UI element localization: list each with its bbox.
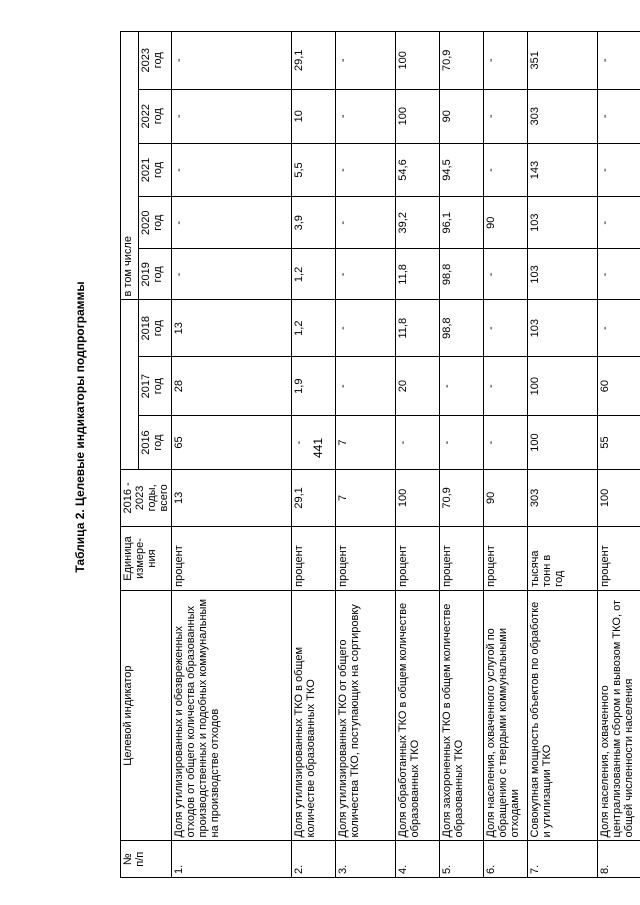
year-value-cell: 28 (172, 356, 292, 416)
year-value-cell: - (598, 249, 640, 300)
header-total: 2016 - 2023 годы, всего (121, 469, 172, 526)
header-year: 2022 год (139, 89, 172, 143)
year-value-cell: - (172, 249, 292, 300)
year-value-cell: 65 (172, 416, 292, 469)
year-value-cell: 29,1 (292, 32, 336, 90)
unit-cell: процент (598, 527, 640, 591)
year-value-cell: 351 (528, 32, 598, 90)
year-value-cell: 90 (484, 197, 528, 249)
year-value-cell: - (598, 197, 640, 249)
year-value-cell: 90 (440, 89, 484, 143)
total-cell: 13 (172, 469, 292, 526)
total-cell: 29,1 (292, 469, 336, 526)
year-value-cell: - (484, 356, 528, 416)
indicator-name-cell: Доля захороненных ТКО в общем количестве образованных ТКО (440, 590, 484, 841)
year-value-cell: - (172, 89, 292, 143)
year-value-cell: - (336, 32, 396, 90)
header-year: 2018 год (139, 300, 172, 356)
year-value-cell: 13 (172, 300, 292, 356)
table-row (396, 32, 440, 878)
header-year: 2016 год (139, 416, 172, 469)
year-value-cell: - (440, 356, 484, 416)
year-value-cell: 98,8 (440, 249, 484, 300)
table-title: Таблица 2. Целевые индикаторы подпрограммы (73, 281, 87, 573)
unit-cell: тысяча тонн в год (528, 527, 598, 591)
header-year: 2017 год (139, 356, 172, 416)
year-value-cell: - (172, 32, 292, 90)
rotated-table-container (120, 0, 635, 878)
unit-cell: процент (336, 527, 396, 591)
year-value-cell: - (598, 32, 640, 90)
total-cell: 100 (396, 469, 440, 526)
row-number-cell: 7. (528, 841, 598, 878)
row-number-cell: 1. (172, 841, 292, 878)
year-value-cell: - (396, 416, 440, 469)
year-value-cell: 94,5 (440, 143, 484, 196)
year-value-cell: 100 (396, 32, 440, 90)
year-value-cell: - (172, 143, 292, 196)
year-value-cell: 103 (528, 197, 598, 249)
year-value-cell: 1,2 (292, 249, 336, 300)
header-year: 2023 год (139, 32, 172, 90)
year-value-cell: - (484, 249, 528, 300)
year-value-cell: 1,2 (292, 300, 336, 356)
year-value-cell: - (598, 143, 640, 196)
row-number-cell: 5. (440, 841, 484, 878)
indicator-name-cell: Доля утилизированных и обезвреженных отходов от общего количества образованных производственных и подобных коммунальным на производстве отходов (172, 590, 292, 841)
table-row (172, 32, 292, 878)
year-value-cell: 100 (396, 89, 440, 143)
table-row (484, 32, 528, 878)
year-value-cell: - (484, 300, 528, 356)
header-year: 2019 год (139, 249, 172, 300)
year-value-cell: 103 (528, 249, 598, 300)
total-cell: 100 (598, 469, 640, 526)
unit-cell: процент (396, 527, 440, 591)
year-value-cell: 54,6 (396, 143, 440, 196)
indicator-name-cell: Доля обработанных ТКО в общем количестве образованных ТКО (396, 590, 440, 841)
year-value-cell: 70,9 (440, 32, 484, 90)
year-value-cell: - (336, 356, 396, 416)
header-row (121, 32, 139, 878)
total-cell: 90 (484, 469, 528, 526)
year-value-cell: - (440, 416, 484, 469)
unit-cell: процент (292, 527, 336, 591)
unit-cell: процент (440, 527, 484, 591)
year-value-cell: 103 (528, 300, 598, 356)
table-row (292, 32, 336, 878)
year-value-cell: - (336, 300, 396, 356)
year-value-cell: 98,8 (440, 300, 484, 356)
table-body (172, 32, 640, 878)
indicator-name-cell: Доля утилизированных ТКО в общем количестве образованных ТКО (292, 590, 336, 841)
table-row (528, 32, 598, 878)
year-value-cell: - (484, 89, 528, 143)
year-value-cell: 303 (528, 89, 598, 143)
indicator-name-cell: Доля населения, охваченного централизованным сбором и вывозом ТКО, от общей численности населения (598, 590, 640, 841)
row-number-cell: 8. (598, 841, 640, 878)
table-row (336, 32, 396, 878)
year-value-cell: 7 (336, 416, 396, 469)
total-cell: 70,9 (440, 469, 484, 526)
year-value-cell: - (172, 197, 292, 249)
year-value-cell: 3,9 (292, 197, 336, 249)
row-number-cell: 3. (336, 841, 396, 878)
year-value-cell: 20 (396, 356, 440, 416)
table-row (598, 32, 640, 878)
indicator-name-cell: Доля населения, охваченного услугой по обращению с твердыми коммунальными отходами (484, 590, 528, 841)
page-number: 441 (311, 437, 325, 459)
year-value-cell: - (336, 143, 396, 196)
year-value-cell: 96,1 (440, 197, 484, 249)
year-value-cell: - (484, 32, 528, 90)
total-cell: 7 (336, 469, 396, 526)
year-value-cell: 100 (528, 416, 598, 469)
unit-cell: процент (172, 527, 292, 591)
row-number-cell: 4. (396, 841, 440, 878)
year-value-cell: 100 (528, 356, 598, 416)
year-value-cell: - (598, 89, 640, 143)
year-value-cell: 39,2 (396, 197, 440, 249)
header-spacer (121, 300, 139, 469)
year-value-cell: 55 (598, 416, 640, 469)
indicator-name-cell: Доля утилизированных ТКО от общего количества ТКО, поступающих на сортировку (336, 590, 396, 841)
header-breakdown: в том числе (121, 32, 139, 301)
unit-cell: процент (484, 527, 528, 591)
year-value-cell: 60 (598, 356, 640, 416)
year-value-cell: - (336, 89, 396, 143)
target-indicators-table (120, 31, 640, 878)
header-num: № п/п (121, 841, 172, 878)
header-unit: Единица измере- ния (121, 527, 172, 591)
table-row (440, 32, 484, 878)
year-value-cell: 143 (528, 143, 598, 196)
year-value-cell: 11,8 (396, 249, 440, 300)
header-indicator: Целевой индикатор (121, 590, 172, 841)
year-value-cell: 1,9 (292, 356, 336, 416)
year-value-cell: - (484, 143, 528, 196)
header-year: 2020 год (139, 197, 172, 249)
year-value-cell: - (484, 416, 528, 469)
year-value-cell: - (292, 416, 336, 469)
row-number-cell: 6. (484, 841, 528, 878)
total-cell: 303 (528, 469, 598, 526)
row-number-cell: 2. (292, 841, 336, 878)
year-value-cell: 5,5 (292, 143, 336, 196)
indicator-name-cell: Совокупная мощность объектов по обработке и утилизации ТКО (528, 590, 598, 841)
header-year: 2021 год (139, 143, 172, 196)
year-value-cell: 10 (292, 89, 336, 143)
year-value-cell: - (598, 300, 640, 356)
year-value-cell: - (336, 197, 396, 249)
year-value-cell: 11,8 (396, 300, 440, 356)
year-value-cell: - (336, 249, 396, 300)
